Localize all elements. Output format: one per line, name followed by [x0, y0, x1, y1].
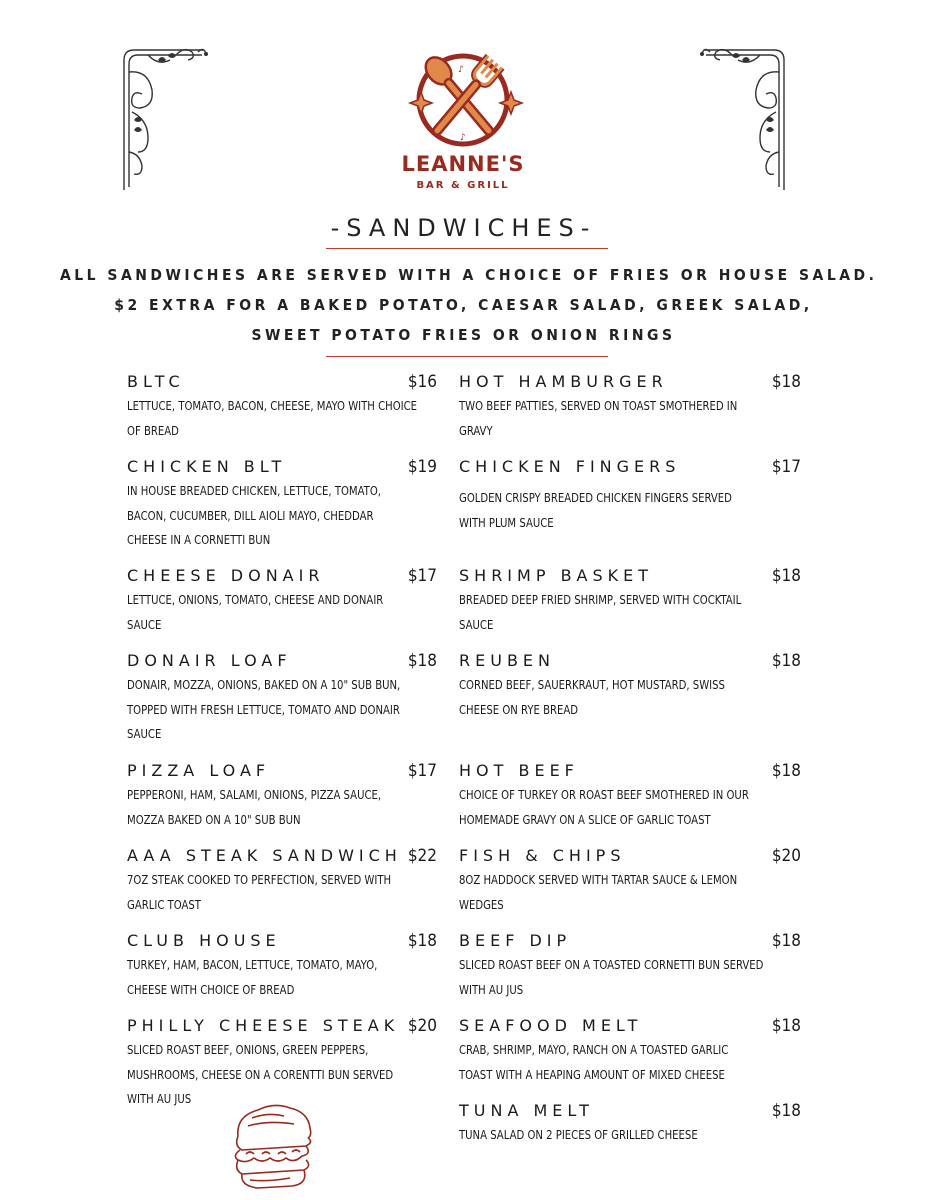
- menu-item-name: REUBEN: [459, 651, 555, 670]
- menu-item-description: [127, 868, 437, 917]
- description-line: TOAST WITH A HEAPING AMOUNT OF MIXED CHEESE: [459, 1067, 725, 1082]
- description-line: 7OZ STEAK COOKED TO PERFECTION, SERVED WITH: [127, 873, 392, 887]
- menu-item-name: CHEESE DONAIR: [127, 566, 325, 585]
- description-line: GARLIC TOAST: [127, 897, 201, 912]
- menu-item-name: CHICKEN BLT: [127, 457, 287, 476]
- sandwich-icon: [228, 1094, 318, 1194]
- description-line: SAUCE: [459, 617, 494, 632]
- menu-item-price: $18: [771, 1016, 801, 1036]
- menu-item: [127, 846, 437, 926]
- description-line: SLICED ROAST BEEF, ONIONS, GREEN PEPPERS,: [127, 1043, 369, 1057]
- intro-line: SWEET POTATO FRIES OR ONION RINGS: [251, 326, 676, 344]
- menu-item-price: $17: [771, 457, 801, 477]
- menu-item: [459, 761, 801, 841]
- menu-item-description: [459, 868, 769, 917]
- menu-item-description: [459, 673, 769, 722]
- section-intro: [60, 260, 878, 350]
- description-line: SAUCE: [127, 727, 162, 741]
- menu-item: [127, 651, 437, 741]
- description-line: TWO BEEF PATTIES, SERVED ON TOAST SMOTHERED IN: [459, 399, 738, 413]
- menu-item-name: PIZZA LOAF: [127, 761, 271, 780]
- menu-item-description: [127, 394, 437, 443]
- menu-item-description: [459, 783, 769, 832]
- menu-item: [127, 372, 437, 452]
- intro-line: ALL SANDWICHES ARE SERVED WITH A CHOICE OF FRIES OR HOUSE SALAD.: [60, 266, 878, 284]
- menu-item-name: HOT BEEF: [459, 761, 579, 780]
- description-line: TOPPED WITH FRESH LETTUCE, TOMATO AND DONAIR: [127, 702, 400, 717]
- menu-item-name: SEAFOOD MELT: [459, 1016, 643, 1035]
- menu-item-price: $18: [407, 651, 437, 671]
- menu-item-name: BLTC: [127, 372, 185, 391]
- menu-item-price: $18: [407, 931, 437, 951]
- description-line: CHOICE OF TURKEY OR ROAST BEEF SMOTHERED IN OUR: [459, 788, 749, 802]
- corner-ornament-left: [118, 42, 208, 192]
- description-line: TURKEY, HAM, BACON, LETTUCE, TOMATO, MAYO,: [127, 958, 378, 972]
- menu-item: [459, 651, 801, 731]
- menu-item-price: $20: [771, 846, 801, 866]
- menu-item-name: CHICKEN FINGERS: [459, 457, 681, 476]
- description-line: TUNA SALAD ON 2 PIECES OF GRILLED CHEESE: [459, 1128, 698, 1142]
- description-line: LETTUCE, ONIONS, TOMATO, CHEESE AND DONAIR: [127, 593, 384, 607]
- menu-item-description: [459, 394, 769, 443]
- description-line: LETTUCE, TOMATO, BACON, CHEESE, MAYO WITH CHOICE: [127, 399, 418, 413]
- menu-item: [459, 372, 801, 452]
- intro-line: $2 EXTRA FOR A BAKED POTATO, CAESAR SALAD, GREEK SALAD,: [114, 296, 813, 314]
- menu-item-price: $22: [407, 846, 437, 866]
- menu-item-name: BEEF DIP: [459, 931, 572, 950]
- description-line: BACON, CUCUMBER, DILL AIOLI MAYO, CHEDDAR: [127, 508, 374, 523]
- description-line: CHEESE IN A CORNETTI BUN: [127, 533, 271, 547]
- menu-item: [459, 566, 801, 646]
- svg-text:♪: ♪: [458, 65, 464, 75]
- description-line: BREADED DEEP FRIED SHRIMP, SERVED WITH COCKTAIL: [459, 593, 742, 607]
- description-line: PEPPERONI, HAM, SALAMI, ONIONS, PIZZA SAUCE,: [127, 788, 382, 802]
- description-line: OF BREAD: [127, 423, 179, 438]
- description-line: CHEESE WITH CHOICE OF BREAD: [127, 982, 295, 997]
- menu-item-name: FISH & CHIPS: [459, 846, 626, 865]
- menu-item-price: $19: [407, 457, 437, 477]
- corner-ornament-right: [700, 42, 790, 192]
- menu-item: [459, 1101, 801, 1181]
- description-line: MUSHROOMS, CHEESE ON A CORENTTI BUN SERVED: [127, 1067, 394, 1082]
- menu-item: [459, 1016, 801, 1096]
- menu-item-description: [459, 486, 769, 535]
- menu-item-price: $17: [407, 566, 437, 586]
- divider: [326, 248, 608, 249]
- menu-item-description: [459, 953, 769, 1002]
- section-title: -SANDWICHES-: [330, 214, 597, 242]
- menu-item-description: [127, 673, 437, 747]
- description-line: 8OZ HADDOCK SERVED WITH TARTAR SAUCE & LEMON: [459, 873, 738, 887]
- menu-item: [127, 457, 437, 547]
- description-line: WEDGES: [459, 897, 504, 912]
- menu-item-description: [127, 479, 437, 553]
- menu-item-description: [459, 1123, 769, 1148]
- description-line: MOZZA BAKED ON A 10" SUB BUN: [127, 812, 301, 827]
- menu-item-description: [459, 588, 769, 637]
- menu-item-description: [127, 953, 437, 1002]
- menu-item: [127, 566, 437, 646]
- menu-item-description: [459, 1038, 769, 1087]
- menu-item-price: $18: [771, 1101, 801, 1121]
- description-line: WITH AU JUS: [127, 1092, 192, 1106]
- description-line: CHEESE ON RYE BREAD: [459, 702, 579, 717]
- menu-item: [459, 931, 801, 1011]
- menu-item: [127, 931, 437, 1011]
- description-line: GOLDEN CRISPY BREADED CHICKEN FINGERS SERVED: [459, 491, 732, 505]
- description-line: SLICED ROAST BEEF ON A TOASTED CORNETTI BUN SERVED: [459, 958, 764, 972]
- menu-item-name: HOT HAMBURGER: [459, 372, 668, 391]
- menu-item-price: $18: [771, 651, 801, 671]
- menu-item-price: $16: [407, 372, 437, 392]
- menu-item-description: [127, 588, 437, 637]
- brand-name: LEANNE'S: [401, 152, 525, 176]
- menu-item-name: SHRIMP BASKET: [459, 566, 654, 585]
- menu-item-price: $20: [407, 1016, 437, 1036]
- description-line: GRAVY: [459, 423, 493, 438]
- menu-item-price: $18: [771, 761, 801, 781]
- description-line: CRAB, SHRIMP, MAYO, RANCH ON A TOASTED GARLIC: [459, 1043, 729, 1057]
- menu-item: [459, 846, 801, 926]
- svg-text:♪: ♪: [460, 133, 466, 143]
- description-line: DONAIR, MOZZA, ONIONS, BAKED ON A 10" SUB BUN,: [127, 678, 401, 692]
- menu-item-price: $17: [407, 761, 437, 781]
- menu-item-description: [127, 783, 437, 832]
- menu-item: [459, 457, 801, 537]
- menu-item-name: CLUB HOUSE: [127, 931, 281, 950]
- menu-item: [127, 1016, 437, 1106]
- menu-item-price: $18: [771, 372, 801, 392]
- description-line: SAUCE: [127, 617, 162, 632]
- menu-item-price: $18: [771, 566, 801, 586]
- description-line: WITH AU JUS: [459, 982, 524, 997]
- divider: [326, 356, 608, 357]
- menu-item-name: DONAIR LOAF: [127, 651, 292, 670]
- brand-subtitle: BAR & GRILL: [416, 180, 510, 191]
- menu-item-price: $18: [771, 931, 801, 951]
- description-line: CORNED BEEF, SAUERKRAUT, HOT MUSTARD, SWISS: [459, 678, 725, 692]
- description-line: HOMEMADE GRAVY ON A SLICE OF GARLIC TOAST: [459, 812, 711, 827]
- description-line: IN HOUSE BREADED CHICKEN, LETTUCE, TOMATO,: [127, 484, 381, 498]
- menu-item-name: PHILLY CHEESE STEAK: [127, 1016, 400, 1035]
- menu-item-name: AAA STEAK SANDWICH: [127, 846, 402, 865]
- description-line: WITH PLUM SAUCE: [459, 515, 554, 530]
- menu-item-name: TUNA MELT: [459, 1101, 594, 1120]
- menu-item: [127, 761, 437, 841]
